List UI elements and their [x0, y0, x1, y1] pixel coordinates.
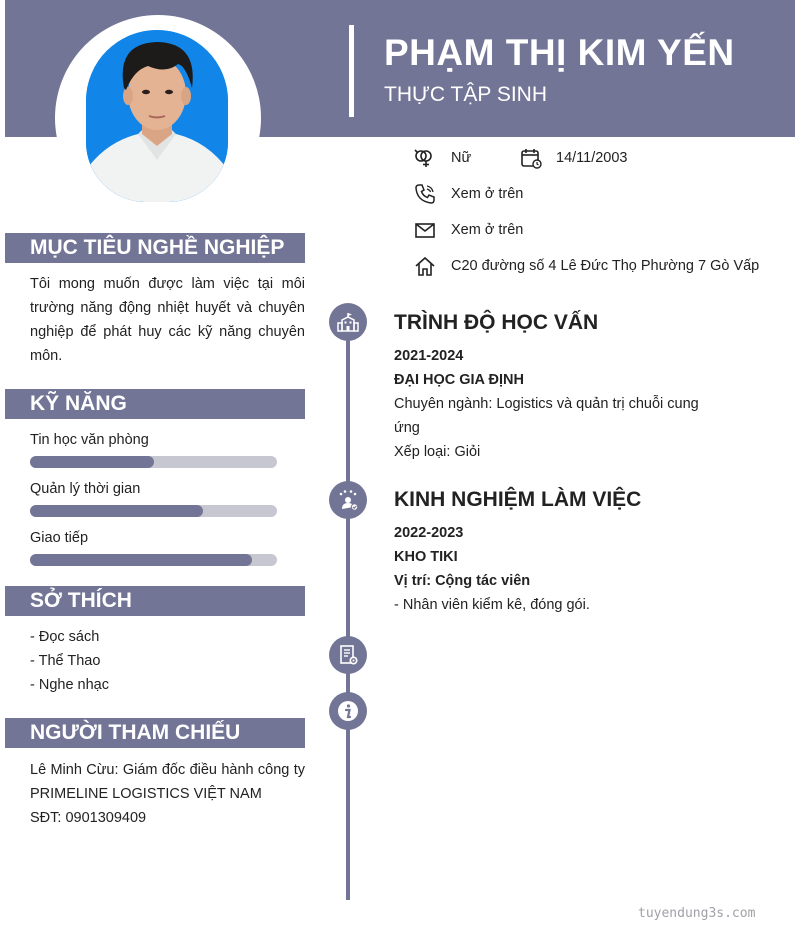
- school-icon: [336, 310, 360, 334]
- calendar-icon: [520, 147, 542, 169]
- certificate-timeline-node: [329, 636, 367, 674]
- education-major: Chuyên ngành: Logistics và quản trị chuỗi cung: [394, 396, 699, 412]
- candidate-title: THỰC TẬP SINH: [384, 83, 548, 106]
- watermark: tuyendung3s.com: [638, 906, 756, 921]
- skill-bar-office: [30, 456, 277, 468]
- email-text: Xem ở trên: [451, 222, 524, 238]
- reference-phone: SĐT: 0901309409: [30, 810, 147, 826]
- reference-text: Lê Minh Cừu: Giám đốc điều hành công ty PRIMELINE LOGISTICS VIỆT NAM: [30, 762, 305, 802]
- header-divider: [349, 25, 354, 117]
- skill-bar-communication: [30, 554, 277, 566]
- phone-text: Xem ở trên: [451, 186, 524, 202]
- experience-duty: - Nhân viên kiểm kê, đóng gói.: [394, 597, 590, 613]
- education-school: ĐẠI HỌC GIA ĐỊNH: [394, 372, 524, 388]
- experience-period: 2022-2023: [394, 525, 464, 541]
- skills-heading: KỸ NĂNG: [5, 389, 305, 419]
- email-icon: [414, 219, 436, 241]
- skill-bar-fill: [30, 456, 154, 468]
- experience-timeline-node: [329, 481, 367, 519]
- birthday-text: 14/11/2003: [556, 150, 628, 166]
- education-heading: TRÌNH ĐỘ HỌC VẤN: [394, 311, 599, 334]
- hobbies-heading: SỞ THÍCH: [5, 586, 305, 616]
- references-heading: NGƯỜI THAM CHIẾU: [5, 718, 305, 748]
- experience-company: KHO TIKI: [394, 549, 458, 565]
- experience-position: Vị trí: Cộng tác viên: [394, 573, 531, 589]
- hobby-item: - Nghe nhạc: [30, 677, 109, 693]
- gender-icon: [414, 147, 436, 169]
- education-grade: Xếp loại: Giỏi: [394, 444, 481, 460]
- skill-bar-fill: [30, 554, 252, 566]
- experience-heading: KINH NGHIỆM LÀM VIỆC: [394, 488, 642, 511]
- skill-label-time: Quản lý thời gian: [30, 481, 141, 497]
- skill-bar-time: [30, 505, 277, 517]
- objective-text: Tôi mong muốn được làm việc tại môi trường năng động nhiệt huyết và chuyên nghiệp để phát huy các kỹ năng chuyên môn.: [30, 276, 305, 364]
- home-icon: [414, 255, 436, 277]
- hobby-item: - Thể Thao: [30, 653, 101, 669]
- hobby-item: - Đọc sách: [30, 629, 100, 645]
- info-timeline-node: [329, 692, 367, 730]
- team-star-icon: [336, 488, 360, 512]
- education-period: 2021-2024: [394, 348, 464, 364]
- address-text: C20 đường số 4 Lê Đức Thọ Phường 7 Gò Vấp: [451, 258, 760, 274]
- education-timeline-node: [329, 303, 367, 341]
- info-icon: [336, 699, 360, 723]
- candidate-name: PHẠM THỊ KIM YẾN: [384, 32, 735, 73]
- timeline-line: [346, 306, 350, 900]
- skill-label-communication: Giao tiếp: [30, 530, 89, 546]
- gender-text: Nữ: [451, 150, 472, 166]
- avatar: [86, 30, 228, 202]
- document-gear-icon: [336, 643, 360, 667]
- education-major-cont: ứng: [394, 420, 420, 436]
- portrait-photo: [86, 30, 228, 202]
- phone-icon: [414, 183, 436, 205]
- skill-bar-fill: [30, 505, 203, 517]
- objective-heading: MỤC TIÊU NGHỀ NGHIỆP: [5, 233, 305, 263]
- skill-label-office: Tin học văn phòng: [30, 432, 149, 448]
